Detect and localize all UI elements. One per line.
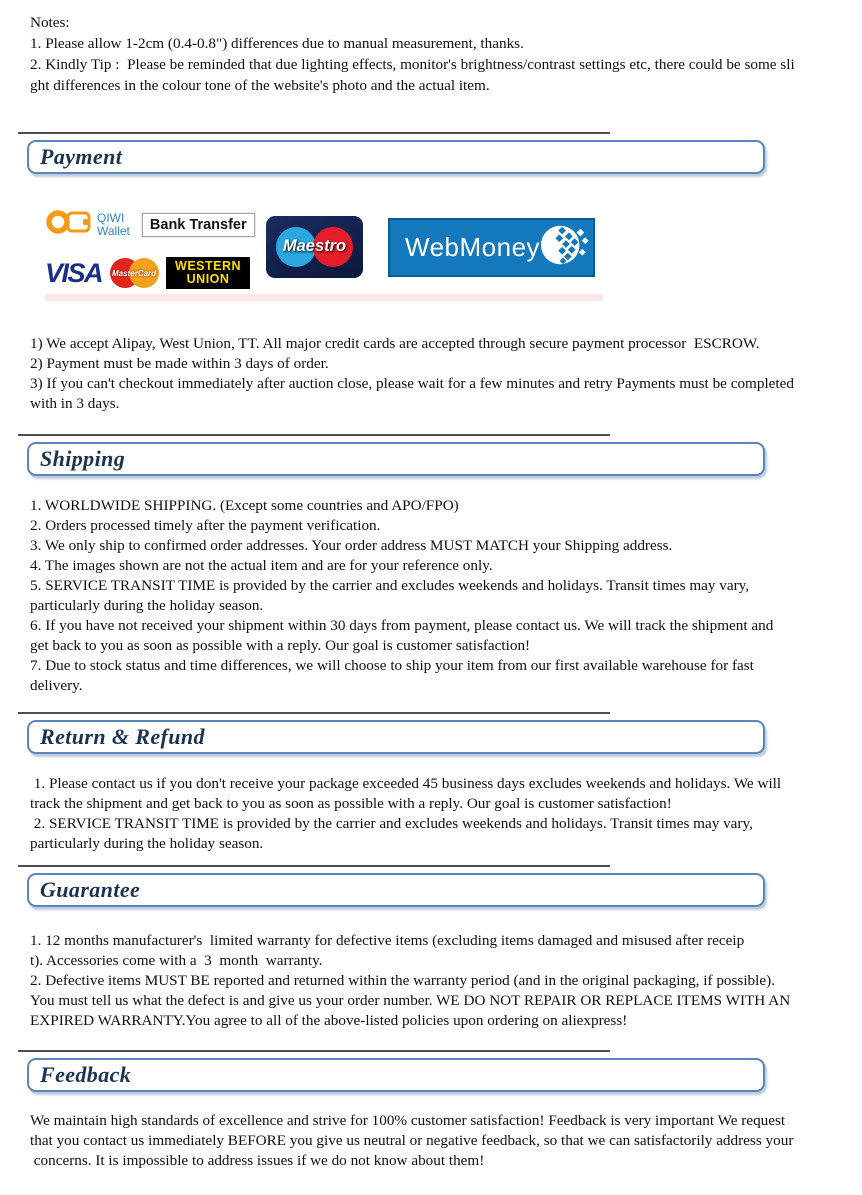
feedback-title: Feedback — [40, 1062, 132, 1087]
section-divider — [18, 865, 610, 867]
text-line: 4. The images shown are not the actual item and are for your reference only. — [30, 557, 493, 574]
payment-logos-row — [45, 205, 603, 289]
text-line: particularly during the holiday season. — [30, 597, 264, 614]
text-line: 1. Please contact us if you don't receive your package exceeded 45 business days excludes weekends and holidays. We will — [30, 775, 782, 792]
webmoney-logo — [388, 218, 595, 277]
western-union-line1: WESTERN — [175, 259, 242, 273]
guarantee-title: Guarantee — [40, 877, 141, 902]
banner-bottom-strip — [45, 294, 603, 301]
guarantee-section-header — [27, 873, 765, 907]
webmoney-label: WebMoney — [405, 231, 541, 262]
qiwi-wallet-logo — [45, 205, 130, 244]
text-line: 1. WORLDWIDE SHIPPING. (Except some countries and APO/FPO) — [30, 497, 459, 514]
text-line: 3. We only ship to confirmed order addresses. Your order address MUST MATCH your Shipping address. — [30, 537, 673, 554]
visa-logo: VISA — [45, 257, 103, 288]
text-line: 5. SERVICE TRANSIT TIME is provided by the carrier and excludes weekends and holidays. Transit times may vary, — [30, 577, 750, 594]
qiwi-label-line2: Wallet — [97, 223, 130, 238]
text-line: 1. 12 months manufacturer's limited warranty for defective items (excluding items damaged and misused after receip — [30, 932, 745, 949]
feedback-section-header — [27, 1058, 765, 1092]
qiwi-icon — [45, 205, 95, 244]
text-line: 2. Orders processed timely after the payment verification. — [30, 517, 381, 534]
payment-title: Payment — [40, 144, 123, 169]
feedback-text — [30, 1111, 862, 1171]
payment-logos-row-2 — [45, 257, 253, 289]
shipping-title: Shipping — [40, 446, 126, 471]
payment-methods-banner — [45, 205, 603, 301]
section-divider — [18, 132, 610, 134]
text-line: EXPIRED WARRANTY.You agree to all of the above-listed policies upon ordering on aliexpress! — [30, 1012, 628, 1029]
qiwi-wallet-label — [97, 212, 130, 237]
webmoney-globe-icon — [540, 221, 590, 274]
shipping-text — [30, 496, 862, 696]
text-line: We maintain high standards of excellence and strive for 100% customer satisfaction! Feedback is very important We request — [30, 1112, 786, 1129]
text-line: track the shipment and get back to you as soon as possible with a reply. Our goal is customer satisfaction! — [30, 795, 672, 812]
text-line: 1. Please allow 1-2cm (0.4-0.8") differences due to manual measurement, thanks. — [30, 35, 524, 52]
text-line: 2. Kindly Tip : Please be reminded that due lighting effects, monitor's brightness/contrast settings etc, there could be some sli — [30, 56, 795, 73]
refund-section-header — [27, 720, 765, 754]
notes-title: Notes: — [30, 14, 70, 31]
refund-text — [30, 774, 862, 854]
qiwi-label-line1: QIWI — [97, 211, 125, 225]
text-line: You must tell us what the defect is and give us your order number. WE DO NOT REPAIR OR REPLACE ITEMS WITH AN — [30, 992, 791, 1009]
text-line: 7. Due to stock status and time differences, we will choose to ship your item from our first available warehouse for fast — [30, 657, 754, 674]
payment-section-header — [27, 140, 765, 174]
text-line: 2) Payment must be made within 3 days of order. — [30, 355, 329, 372]
payment-text — [30, 334, 862, 414]
text-line: t). Accessories come with a 3 month warranty. — [30, 952, 323, 969]
text-line: delivery. — [30, 677, 83, 694]
western-union-line2: UNION — [186, 272, 230, 286]
text-line: 3) If you can't checkout immediately after auction close, please wait for a few minutes and retry Payments must be completed — [30, 375, 794, 392]
text-line: get back to you as soon as possible with a reply. Our goal is customer satisfaction! — [30, 637, 531, 654]
payment-logos-row-1 — [45, 205, 253, 244]
mastercard-label: MasterCard — [112, 269, 157, 278]
notes-block — [30, 12, 862, 96]
section-divider — [18, 1050, 610, 1052]
refund-title: Return & Refund — [40, 724, 205, 749]
text-line: 6. If you have not received your shipment within 30 days from payment, please contact us. We will track the shipment and — [30, 617, 774, 634]
mastercard-logo — [109, 257, 159, 289]
maestro-logo — [266, 216, 363, 278]
section-divider — [18, 434, 610, 436]
shipping-section-header — [27, 442, 765, 476]
text-line: 2. SERVICE TRANSIT TIME is provided by the carrier and excludes weekends and holidays. Transit times may vary, — [30, 815, 753, 832]
payment-logos-left-group — [45, 205, 253, 289]
western-union-logo — [166, 257, 250, 289]
text-line: that you contact us immediately BEFORE you give us neutral or negative feedback, so that we can satisfactorily address your — [30, 1132, 794, 1149]
text-line: particularly during the holiday season. — [30, 835, 264, 852]
maestro-label: Maestro — [282, 237, 347, 255]
guarantee-text — [30, 931, 862, 1031]
text-line: 1) We accept Alipay, West Union, TT. All major credit cards are accepted through secure payment processor ESCROW. — [30, 335, 760, 352]
text-line: 2. Defective items MUST BE reported and returned within the warranty period (and in the original packaging, if possible). — [30, 972, 775, 989]
bank-transfer-logo: Bank Transfer — [142, 213, 255, 237]
text-line: ght differences in the colour tone of the website's photo and the actual item. — [30, 77, 490, 94]
section-divider — [18, 712, 610, 714]
text-line: concerns. It is impossible to address issues if we do not know about them! — [30, 1152, 485, 1169]
text-line: with in 3 days. — [30, 395, 120, 412]
